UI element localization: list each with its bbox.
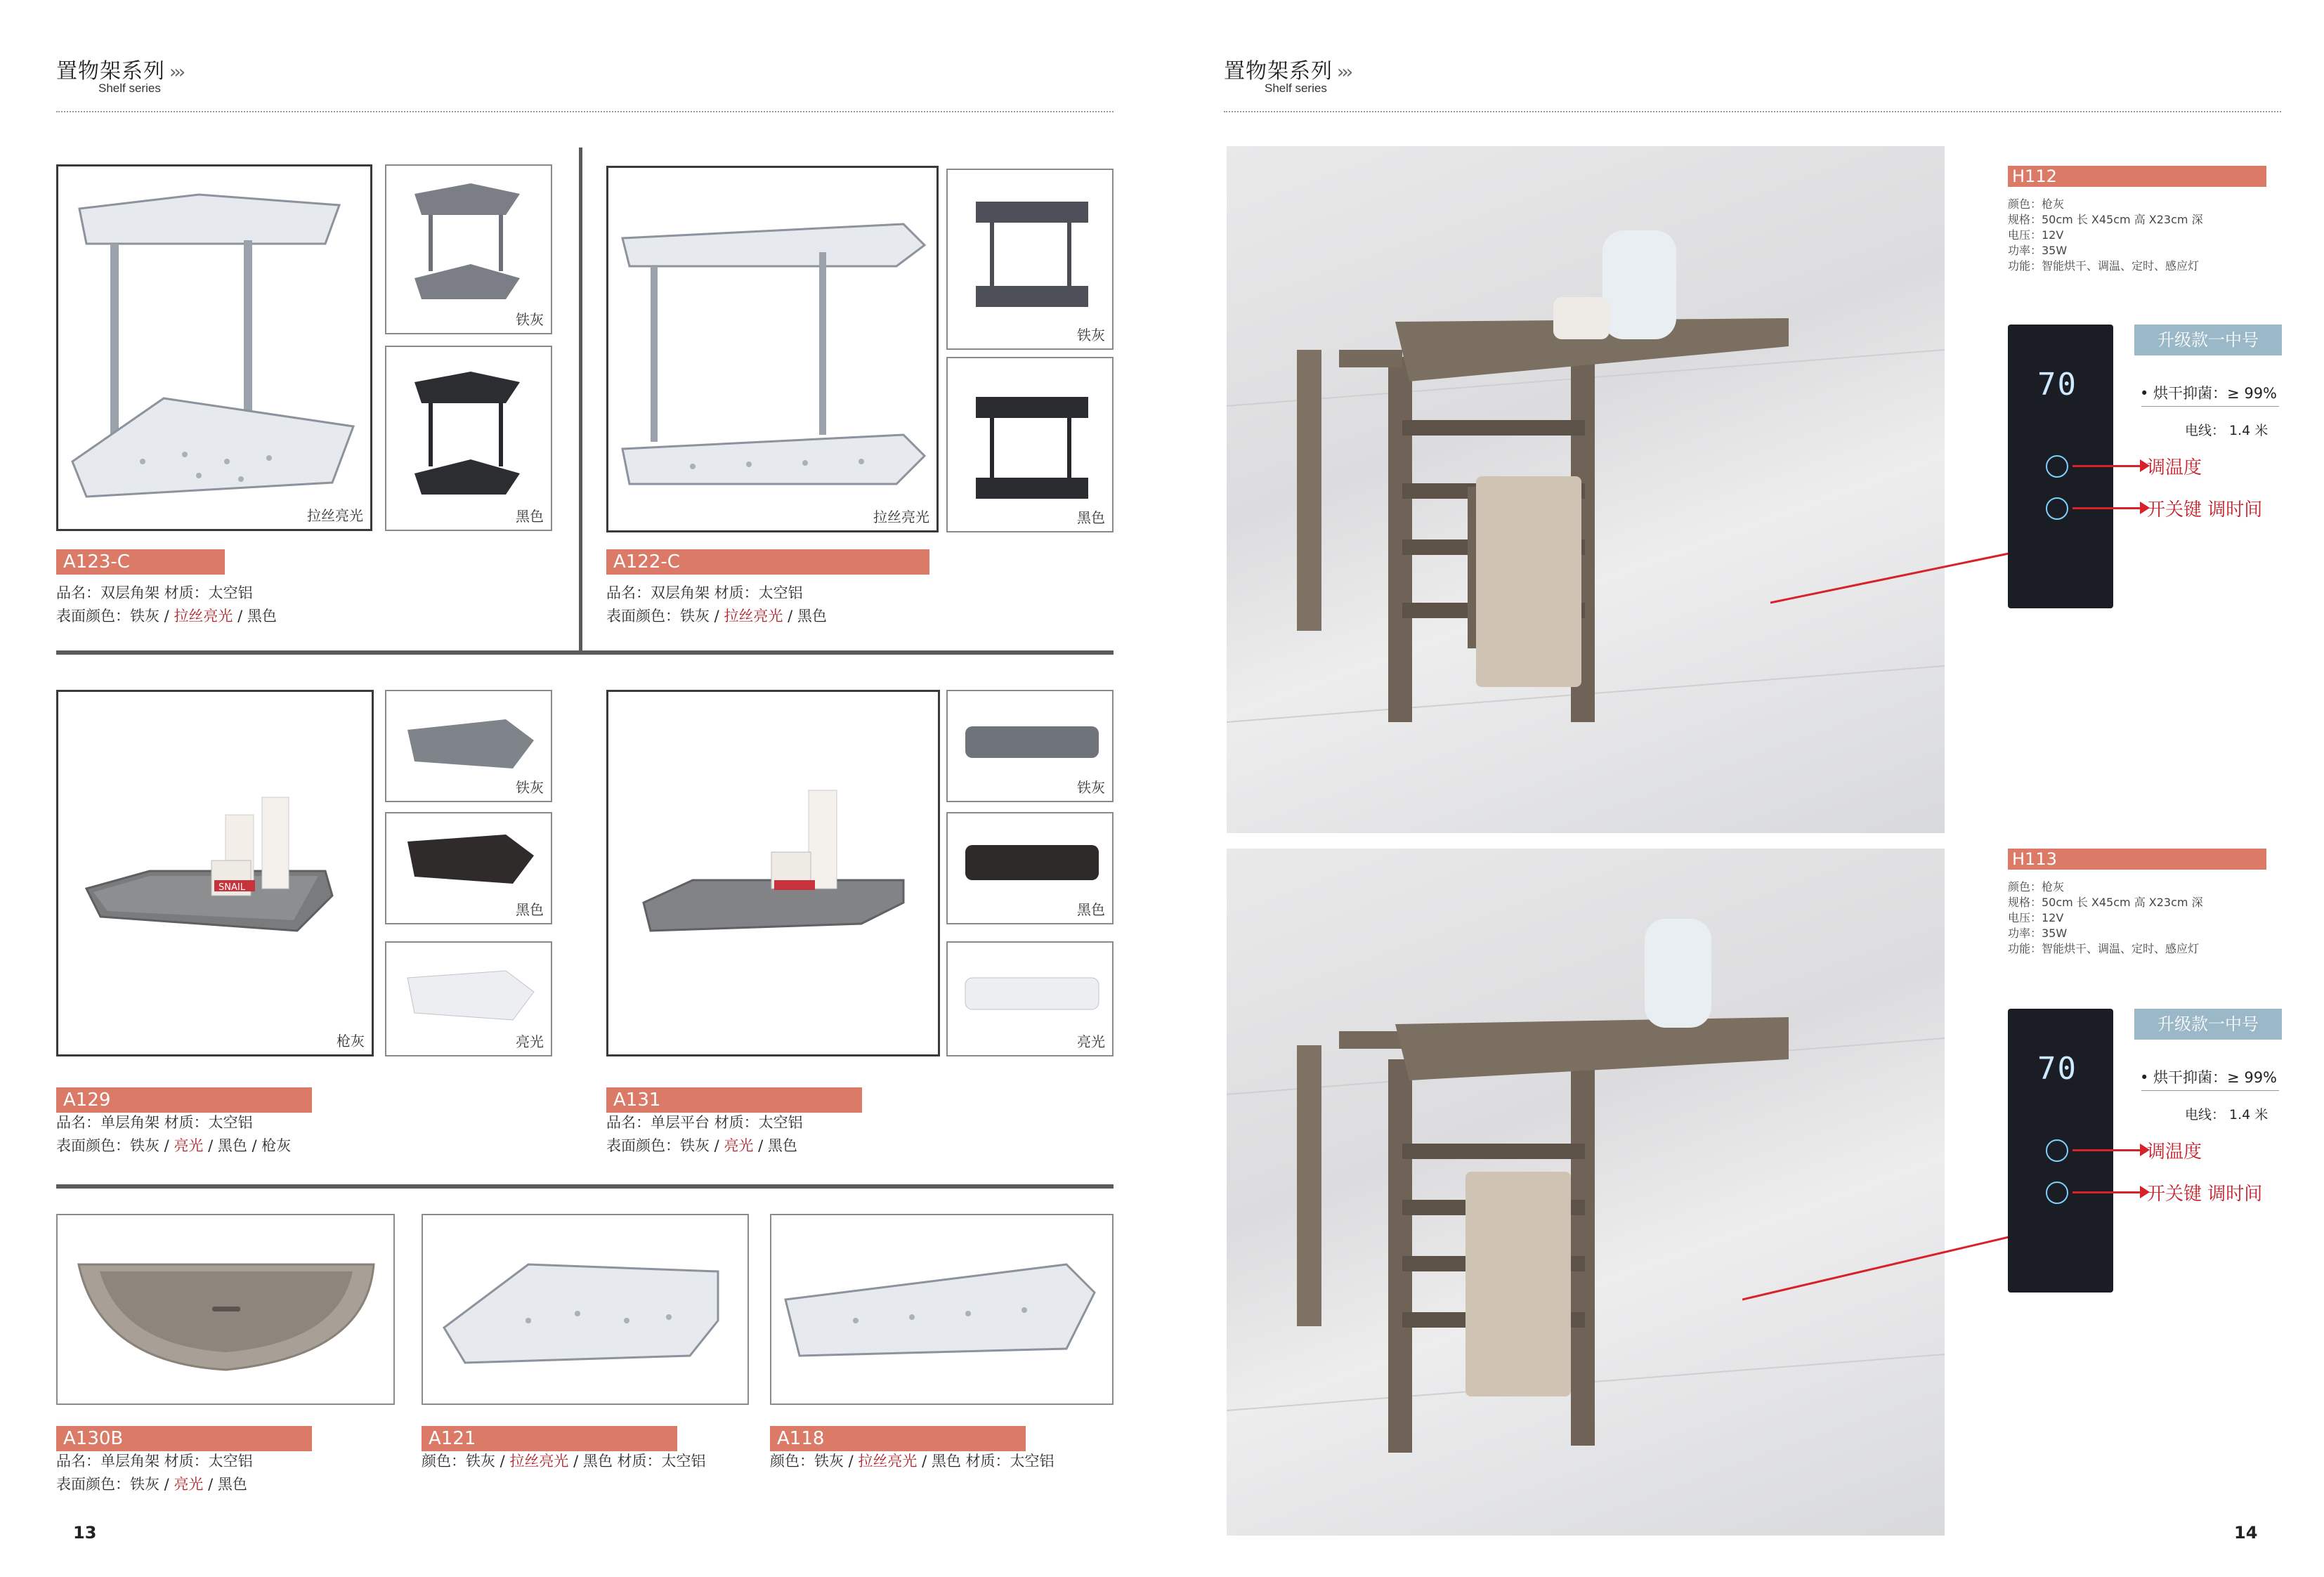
page-number-left: 13 — [73, 1523, 97, 1543]
left-horizontal-divider-1 — [56, 650, 1114, 655]
thermometer-icon — [2046, 1139, 2068, 1162]
feature-divider — [2141, 406, 2279, 407]
spec-line-colors — [56, 1473, 253, 1496]
product-spec-h113 — [2008, 879, 2203, 957]
product-code-a118: A118 — [770, 1426, 1026, 1451]
wire-corner-shelf-illustration — [423, 1215, 748, 1403]
variant-image-a122c-iron — [946, 169, 1114, 350]
temp-adjust-label: 调温度 — [2147, 457, 2202, 478]
control-panel-callout-h113 — [2008, 1009, 2282, 1293]
upgrade-banner: 升级款一中号 — [2134, 325, 2282, 355]
product-spec-a123c — [56, 582, 277, 628]
spec-line: 规格：50cm 长 X45cm 高 X23cm 深 — [2008, 896, 2203, 909]
spec-text: 表面颜色：铁灰 / — [606, 1137, 724, 1154]
product-main-image-a118 — [770, 1214, 1114, 1405]
right-section-title — [1224, 53, 1350, 84]
variant-image-a129-iron — [385, 690, 552, 802]
variant-label: 拉丝亮光 — [873, 509, 929, 525]
power-timer-label: 开关键 调时间 — [2147, 1184, 2263, 1205]
spec-line: 电压：12V — [2008, 228, 2064, 242]
wire-rectangular-shelf-illustration — [771, 1215, 1112, 1403]
spec-line: 颜色：枪灰 — [2008, 197, 2065, 211]
single-corner-shelf-illustration — [58, 692, 372, 1054]
variant-image-a122c-black — [946, 357, 1114, 532]
spec-line: 电压：12V — [2008, 911, 2064, 924]
spec-line-name: 品名：双层角架 材质：太空铝 — [606, 584, 803, 601]
variant-image-a129-black — [385, 812, 552, 924]
product-code-a122c: A122-C — [606, 549, 929, 575]
right-header-divider — [1224, 111, 2281, 112]
callout-arrow-line — [1742, 1194, 2037, 1307]
spec-line-name: 品名：双层角架 材质：太空铝 — [56, 584, 253, 601]
variant-label: 亮光 — [1077, 1033, 1105, 1050]
spec-line: 规格：50cm 长 X45cm 高 X23cm 深 — [2008, 213, 2203, 226]
variant-image-a123c-black — [385, 346, 552, 531]
product-code-a131: A131 — [606, 1087, 862, 1113]
product-spec-a122c — [606, 582, 827, 628]
single-flat-shelf-illustration — [608, 692, 938, 1054]
product-spec-a129 — [56, 1111, 291, 1158]
variant-image-a131-bright — [946, 941, 1114, 1056]
callout-arrow-line — [1770, 492, 2037, 604]
product-spec-a118 — [770, 1450, 1055, 1473]
arrow-right-icon — [2072, 465, 2143, 467]
product-code-a129: A129 — [56, 1087, 312, 1113]
spec-text: 表面颜色：铁灰 / — [56, 1476, 174, 1493]
variant-image-a131-iron — [946, 690, 1114, 802]
spec-line: 功能：智能烘干、调温、定时、感应灯 — [2008, 942, 2200, 955]
left-horizontal-divider-2 — [56, 1184, 1114, 1189]
spec-text: / 黑色 / 枪灰 — [203, 1137, 292, 1154]
variant-label: 黑色 — [1077, 901, 1105, 918]
towel-rack-shelf-illustration — [1227, 146, 1945, 833]
product-spec-a131 — [606, 1111, 803, 1158]
spec-text: / 黑色 — [753, 1137, 797, 1154]
temp-adjust-label: 调温度 — [2147, 1141, 2202, 1163]
spec-highlight: 拉丝亮光 — [174, 608, 233, 624]
chevron-icon: ››› — [169, 62, 183, 83]
spec-line: 功率：35W — [2008, 244, 2068, 257]
feature-sterilization: • 烘干抑菌：≥ 99% — [2140, 385, 2278, 402]
left-section-subtitle: Shelf series — [98, 81, 161, 95]
variant-image-a131-black — [946, 812, 1114, 924]
spec-line-colors — [606, 605, 827, 628]
metal-corner-basket-illustration — [58, 1215, 393, 1403]
spec-text: / 黑色 — [233, 608, 277, 624]
arrow-right-icon — [2072, 1191, 2143, 1193]
spec-highlight: 拉丝亮光 — [858, 1453, 918, 1470]
spec-text: / 黑色 材质：太空铝 — [917, 1453, 1055, 1470]
variant-label: 黑色 — [516, 508, 544, 525]
corner-shelf-double-illustration — [58, 166, 370, 529]
power-icon — [2046, 1182, 2068, 1204]
variant-label: 黑色 — [1077, 509, 1105, 526]
upgrade-banner: 升级款一中号 — [2134, 1009, 2282, 1040]
power-timer-label: 开关键 调时间 — [2147, 499, 2263, 521]
shelf-thumbnail — [948, 358, 1112, 531]
product-code-h113: H113 — [2008, 849, 2266, 870]
variant-label: 亮光 — [516, 1033, 544, 1050]
towel-rack-basket-illustration — [1227, 849, 1945, 1536]
product-main-image-a131 — [606, 690, 940, 1056]
product-spec-h112 — [2008, 197, 2203, 274]
product-code-a130b: A130B — [56, 1426, 312, 1451]
right-section-subtitle: Shelf series — [1265, 81, 1327, 95]
variant-label: 铁灰 — [516, 311, 544, 328]
product-spec-a121 — [422, 1450, 706, 1473]
product-photo-h112 — [1227, 146, 1945, 833]
variant-image-a129-bright — [385, 941, 552, 1056]
rectangular-shelf-double-illustration — [608, 168, 936, 530]
thermometer-icon — [2046, 455, 2068, 478]
shelf-thumbnail — [386, 347, 551, 530]
spec-text: 颜色：铁灰 / — [770, 1453, 859, 1470]
variant-label: 拉丝亮光 — [307, 507, 363, 524]
arrow-right-icon — [2072, 507, 2143, 509]
product-main-image-a122c — [606, 166, 939, 532]
feature-sterilization: • 烘干抑菌：≥ 99% — [2140, 1069, 2278, 1086]
arrow-right-icon — [2072, 1149, 2143, 1151]
spec-line: 颜色：枪灰 — [2008, 880, 2065, 894]
spec-text: / 黑色 — [203, 1476, 247, 1493]
product-code-a123c: A123-C — [56, 549, 225, 575]
spec-highlight: 拉丝亮光 — [724, 608, 783, 624]
spec-text: 表面颜色：铁灰 / — [56, 608, 174, 624]
product-main-image-a121 — [422, 1214, 749, 1405]
product-photo-h113 — [1227, 849, 1945, 1536]
product-main-image-a129 — [56, 690, 374, 1056]
product-code-a121: A121 — [422, 1426, 677, 1451]
right-title-text: 置物架系列 — [1224, 59, 1333, 84]
spec-highlight: 亮光 — [724, 1137, 754, 1154]
variant-label: 黑色 — [516, 901, 544, 918]
spec-text: / 黑色 材质：太空铝 — [568, 1453, 706, 1470]
spec-text: 表面颜色：铁灰 / — [56, 1137, 174, 1154]
shelf-thumbnail — [948, 170, 1112, 348]
page-number-right: 14 — [2234, 1523, 2258, 1543]
left-section-title — [56, 53, 183, 84]
product-spec-a130b — [56, 1450, 253, 1496]
spec-line-name: 品名：单层角架 材质：太空铝 — [56, 1114, 253, 1131]
feature-cable-length: 电线： 1.4 米 — [2185, 423, 2268, 438]
spec-highlight: 亮光 — [174, 1476, 204, 1493]
left-vertical-divider — [579, 148, 582, 655]
variant-label: 铁灰 — [516, 779, 544, 796]
spec-line-colors — [56, 1134, 291, 1158]
feature-cable-length: 电线： 1.4 米 — [2185, 1107, 2268, 1123]
spec-line-colors — [56, 605, 277, 628]
temperature-display: 70 — [2037, 1051, 2077, 1087]
chevron-icon: ››› — [1337, 62, 1351, 83]
spec-text: / 黑色 — [783, 608, 827, 624]
product-code-h112: H112 — [2008, 166, 2266, 187]
spec-line-colors — [606, 1134, 803, 1158]
variant-label: 枪灰 — [337, 1033, 365, 1049]
power-icon — [2046, 497, 2068, 520]
spec-text: 颜色：铁灰 / — [422, 1453, 510, 1470]
product-main-image-a123c — [56, 164, 372, 531]
left-header-divider — [56, 111, 1114, 112]
spec-line-name: 品名：单层角架 材质：太空铝 — [56, 1453, 253, 1470]
spec-text: 表面颜色：铁灰 / — [606, 608, 724, 624]
variant-label: 铁灰 — [1077, 779, 1105, 796]
spec-highlight: 亮光 — [174, 1137, 204, 1154]
variant-label: 铁灰 — [1077, 327, 1105, 343]
variant-image-a123c-iron — [385, 164, 552, 334]
temperature-display: 70 — [2037, 367, 2077, 403]
snail-jar-label: SNAIL — [218, 882, 245, 893]
left-title-text: 置物架系列 — [56, 59, 165, 84]
spec-line: 功率：35W — [2008, 927, 2068, 940]
control-panel-callout-h112 — [2008, 325, 2282, 608]
spec-line: 功能：智能烘干、调温、定时、感应灯 — [2008, 259, 2200, 273]
spec-line-name: 品名：单层平台 材质：太空铝 — [606, 1114, 803, 1131]
spec-highlight: 拉丝亮光 — [509, 1453, 569, 1470]
feature-divider — [2141, 1090, 2279, 1091]
product-main-image-a130b — [56, 1214, 395, 1405]
